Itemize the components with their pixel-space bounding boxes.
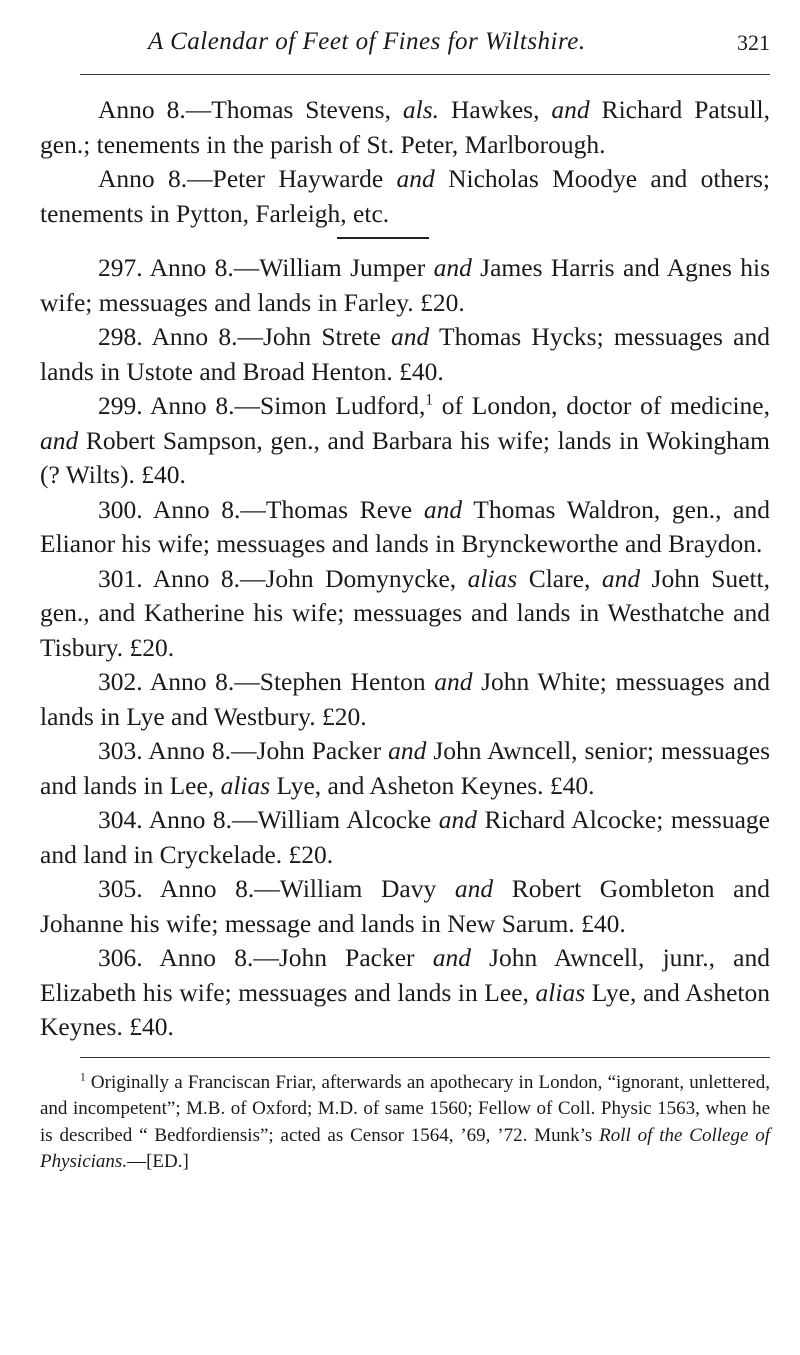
entry-text: Clare,	[517, 563, 602, 593]
entry-text: Anno 8.—John Packer	[142, 736, 389, 765]
entry-thomas-stevens	[40, 93, 770, 162]
entry-italic: and	[40, 425, 79, 455]
entry-text: Richard Alcocke; messuage and land in Cryckelade.	[40, 805, 770, 869]
entry-amount: £40.	[549, 770, 595, 800]
entry-text: Nicholas Moodye and others; tenements in Pytton, Farleigh, etc.	[40, 164, 770, 228]
entry-italic: alias	[467, 563, 518, 593]
entry-text: James Harris and Agnes his wife; messuages and lands in Farley.	[40, 253, 770, 317]
entry-text: Hawkes,	[439, 95, 552, 124]
entry-text: John Awncell, senior; messuages and lands in Lee,	[40, 736, 770, 800]
entry-text: John White; messuages and lands in Lye and Westbury.	[40, 667, 770, 731]
entry-amount: £20.	[321, 701, 367, 731]
entry-297	[40, 251, 770, 320]
entry-amount: £40.	[399, 356, 444, 386]
entry-text: Anno 8.—Simon Ludford,	[142, 391, 426, 420]
entry-303	[40, 734, 770, 803]
entry-298	[40, 320, 770, 389]
entry-text: John Awncell, junr., and Elizabeth his wife; messuages and lands in Lee,	[40, 943, 770, 1007]
entry-text: Lye, and Asheton Keynes.	[270, 770, 550, 800]
body-text	[40, 93, 770, 1045]
entry-italic: and	[423, 494, 463, 524]
entry-number: 299.	[98, 391, 143, 420]
footnote-end: —[ED.]	[127, 1151, 189, 1172]
footnote-mark: 1	[80, 1071, 86, 1084]
entry-number: 306.	[98, 943, 143, 972]
entry-text: Anno 8.—Thomas Stevens,	[98, 95, 403, 124]
entry-italic: and	[396, 164, 435, 193]
entry-amount: £20.	[129, 632, 175, 662]
entry-text: Anno 8.—Stephen Henton	[142, 667, 435, 696]
entry-italic: alias	[220, 770, 271, 800]
entry-text: John Suett, gen., and Katherine his wife; messuages and lands in Westhatche and Tisbury.	[40, 563, 770, 662]
entry-text: Robert Sampson, gen., and Barbara his wife; lands in Wokingham (? Wilts).	[40, 425, 770, 489]
entry-text: Robert Gombleton and Johanne his wife; message and lands in New Sarum.	[40, 874, 770, 938]
entry-italic: and	[438, 805, 477, 834]
entry-number: 301.	[98, 563, 143, 593]
entry-number: 304.	[98, 805, 143, 834]
entry-304	[40, 803, 770, 872]
footnote-reference: 1	[425, 391, 433, 409]
entry-italic: alias	[535, 977, 586, 1007]
entry-italic: and	[432, 943, 471, 972]
footnote-text: Originally a Franciscan Friar, afterwards an apothecary in London, “ignorant, unlettered, and incompetent”; M.B. of Oxford; M.D. of same 1560; Fellow of Coll. Physic 1563, when he is described “ Bedfordiensis”; acted as Censor 1564, ’69, ’72. Munk’s	[40, 1071, 770, 1146]
entry-text: of London, doctor of medicine,	[433, 391, 770, 420]
entry-text: Thomas Waldron, gen., and Elianor his wife; messuages and lands in Brynckeworthe and Braydon.	[40, 494, 770, 558]
entry-text: Anno 8.—John Packer	[142, 943, 433, 972]
entry-peter-haywarde	[40, 162, 770, 231]
entry-italic: and	[388, 736, 427, 765]
entry-number: 305.	[98, 874, 143, 903]
entry-number: 302.	[98, 667, 143, 696]
entry-amount: £20.	[420, 287, 465, 317]
entry-text: Anno 8.—William Jumper	[142, 253, 434, 282]
entry-italic: als.	[402, 95, 440, 124]
entry-text: Anno 8.—John Domynycke,	[142, 563, 468, 593]
entry-306	[40, 941, 770, 1045]
entry-italic: and	[601, 563, 641, 593]
entry-text: Anno 8.—Thomas Reve	[142, 494, 424, 524]
entry-italic: and	[434, 667, 473, 696]
entry-299	[40, 389, 770, 493]
page-number: 321	[737, 30, 770, 55]
header-rule	[80, 74, 770, 75]
entry-300	[40, 493, 770, 562]
entry-text: Richard Patsull, gen.; tenements in the parish of St. Peter, Marlborough.	[40, 95, 770, 159]
footnote-italic: Roll of the College of Physicians.	[40, 1124, 770, 1172]
entry-amount: £40.	[129, 1012, 174, 1041]
running-title: A Calendar of Feet of Fines for Wiltshire.	[148, 28, 586, 55]
section-rule	[337, 237, 429, 239]
entry-301	[40, 562, 770, 666]
entry-number: 300.	[98, 494, 143, 524]
entry-italic: and	[551, 95, 590, 124]
footnote-rule	[80, 1057, 770, 1058]
entry-italic: and	[391, 322, 430, 351]
entry-text: Anno 8.—Peter Haywarde	[98, 164, 397, 193]
entry-amount: £20.	[288, 839, 334, 869]
entry-italic: and	[454, 874, 494, 903]
entry-text: Anno 8.—John Strete	[142, 322, 392, 351]
entry-text: Anno 8.—William Alcocke	[142, 805, 439, 834]
page-header	[40, 28, 770, 60]
entry-amount: £40.	[141, 460, 186, 489]
entry-amount: £40.	[581, 908, 626, 938]
entry-number: 303.	[98, 736, 143, 765]
entry-302	[40, 665, 770, 734]
entry-number: 297.	[98, 253, 143, 282]
footnote	[40, 1070, 770, 1176]
entry-text: Anno 8.—William Davy	[142, 874, 455, 903]
entry-number: 298.	[98, 322, 143, 351]
entry-305	[40, 872, 770, 941]
entry-text: Lye, and Asheton Keynes.	[40, 977, 770, 1041]
entry-text: Thomas Hycks; messuages and lands in Ustote and Broad Henton.	[40, 322, 770, 386]
entry-italic: and	[433, 253, 472, 282]
